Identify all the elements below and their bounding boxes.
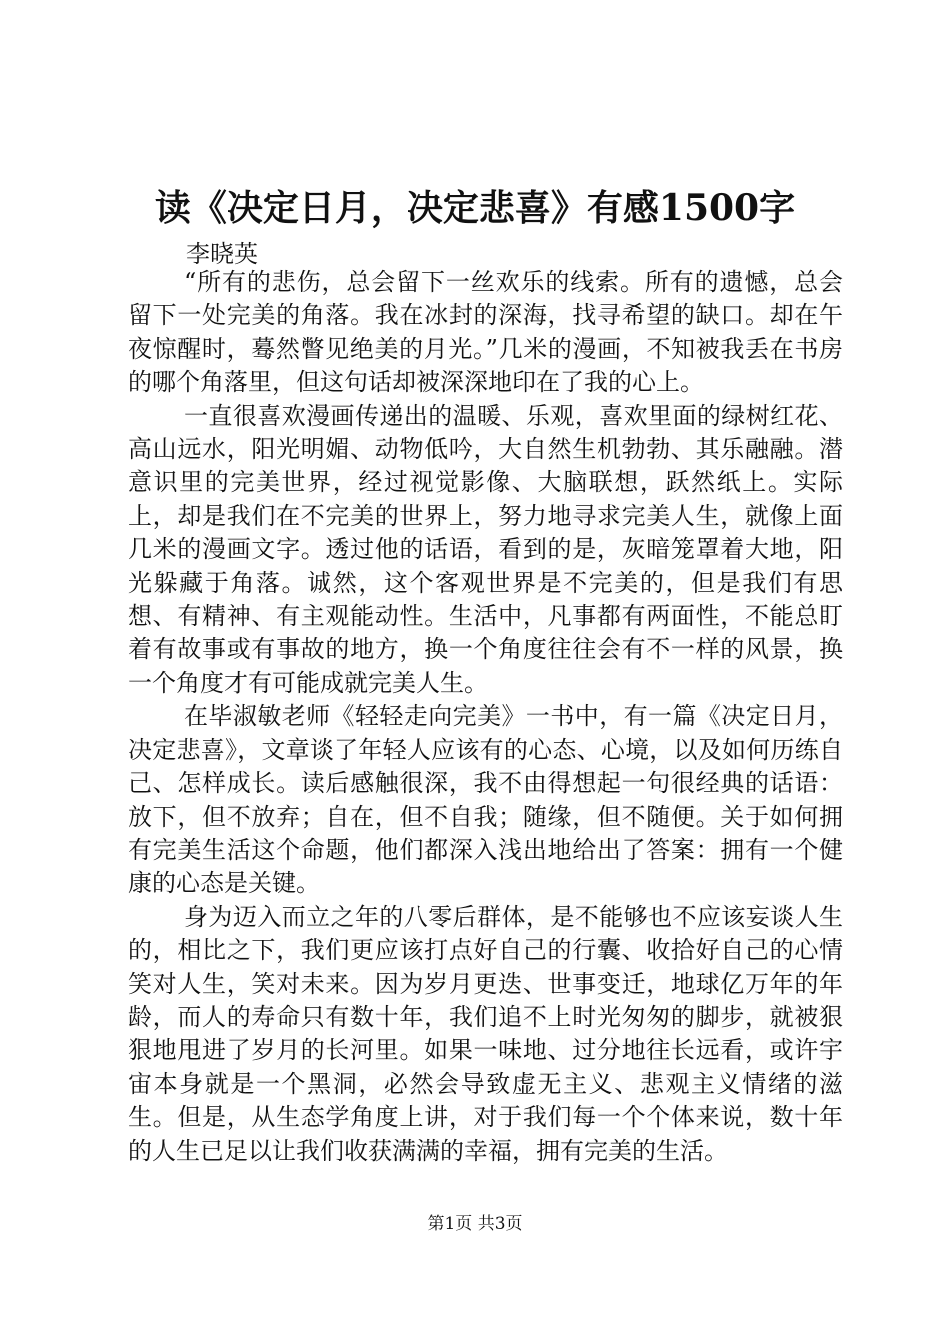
paragraph: 在毕淑敏老师《轻轻走向完美》一书中，有一篇《决定日月，决定悲喜》，文章谈了年轻人应该有的心态、心境，以及如何历练自己、怎样成长。读后感触很深，我不由得想起一句很经典的话语：放下，但不放弃；自在，但不自我；随缘，但不随便。关于如何拥有完美生活这个命题，他们都深入浅出地给出了答案：拥有一个健康的心态是关键。 <box>128 702 843 898</box>
paragraph: 身为迈入而立之年的八零后群体，是不能够也不应该妄谈人生的，相比之下，我们更应该打点好自己的行囊、收拾好自己的心情笑对人生，笑对未来。因为岁月更迭、世事变迁，地球亿万年的年龄，而人的寿命只有数十年，我们追不上时光匆匆的脚步，就被狠狠地甩进了岁月的长河里。如果一味地、过分地往长远看，或许宇宙本身就是一个黑洞，必然会导致虚无主义、悲观主义情绪的滋生。但是，从生态学角度上讲，对于我们每一个个体来说，数十年的人生已足以让我们收获满满的幸福，拥有完美的生活。 <box>128 902 843 1165</box>
page-number-footer: 第1页 共3页 <box>427 1214 523 1234</box>
paragraph: 一直很喜欢漫画传递出的温暖、乐观，喜欢里面的绿树红花、高山远水，阳光明媚、动物低吟，大自然生机勃勃、其乐融融。潜意识里的完美世界，经过视觉影像、大脑联想，跃然纸上。实际上，却是我们在不完美的世界上，努力地寻求完美人生，就像上面几米的漫画文字。透过他的话语，看到的是，灰暗笼罩着大地，阳光躲藏于角落。诚然，这个客观世界是不完美的，但是我们有思想、有精神、有主观能动性。生活中，凡事都有两面性，不能总盯着有故事或有事故的地方，换一个角度往往会有不一样的风景，换一个角度才有可能成就完美人生。 <box>128 401 843 697</box>
author-name: 李晓英 <box>186 240 258 268</box>
article-body <box>128 266 843 1168</box>
document-title: 读《决定日月，决定悲喜》有感1500字 <box>154 187 796 229</box>
paragraph: “所有的悲伤，总会留下一丝欢乐的线索。所有的遗憾，总会留下一处完美的角落。我在冰封的深海，找寻希望的缺口。却在午夜惊醒时，蓦然瞥见绝美的月光。”几米的漫画，不知被我丢在书房的哪个角落里，但这句话却被深深地印在了我的心上。 <box>128 268 843 397</box>
